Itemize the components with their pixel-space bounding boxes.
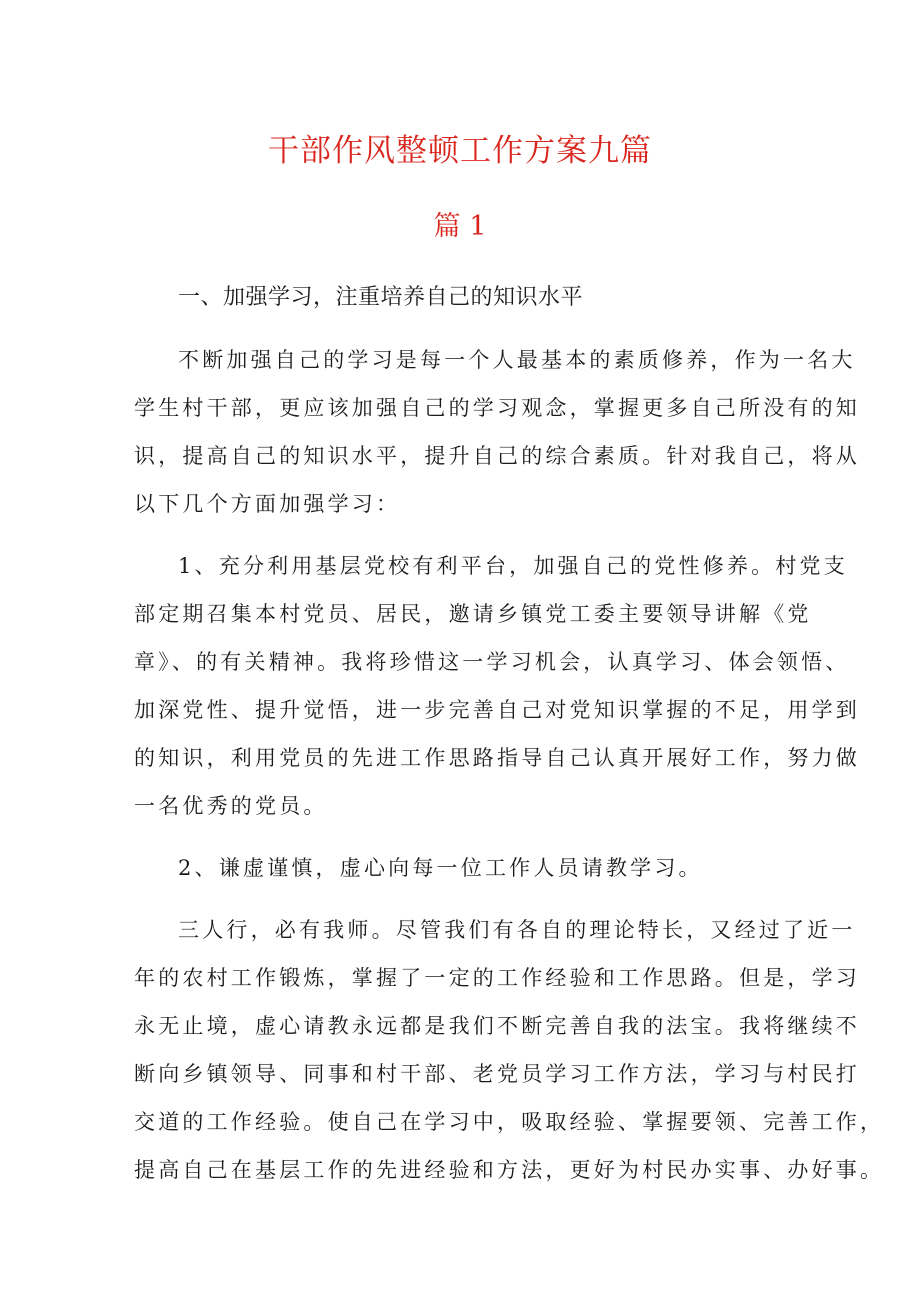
paragraph-line: 学生村干部，更应该加强自己的学习观念，掌握更多自己所没有的知 <box>134 396 860 420</box>
paragraph-line: 三人行，必有我师。尽管我们有各自的理论特长，又经过了近一 <box>178 918 856 942</box>
paragraph-4 <box>134 906 885 1194</box>
paragraph-line: 章》、的有关精神。我将珍惜这一学习机会，认真学习、体会领悟、 <box>134 650 850 674</box>
paragraph-line: 不断加强自己的学习是每一个人最基本的素质修养，作为一名大 <box>178 348 856 372</box>
paragraph-line: 部定期召集本村党员、居民，邀请乡镇党工委主要领导讲解《党 <box>134 602 812 626</box>
paragraph-line: 交道的工作经验。使自己在学习中，吸取经验、掌握要领、完善工作， <box>134 1110 885 1134</box>
paragraph-line: 断向乡镇领导、同事和村干部、老党员学习工作方法，学习与村民打 <box>134 1062 860 1086</box>
document-title: 干部作风整顿工作方案九篇 <box>268 133 652 169</box>
paragraph-line: 一名优秀的党员。 <box>134 794 328 818</box>
document-body <box>134 274 885 1194</box>
paragraph-1 <box>134 336 860 528</box>
paragraph-line: 1、充分利用基层党校有利平台，加强自己的党性修养。村党支 <box>178 554 848 578</box>
paragraph-line: 的知识，利用党员的先进工作思路指导自己认真开展好工作，努力做 <box>134 746 860 770</box>
paragraph-line: 识，提高自己的知识水平，提升自己的综合素质。针对我自己，将从 <box>134 444 860 468</box>
chapter-title: 篇 1 <box>433 211 487 242</box>
paragraph-3 <box>134 844 794 892</box>
paragraph-2 <box>134 542 860 830</box>
paragraph-line: 以下几个方面加强学习： <box>134 492 401 516</box>
paragraph-line: 提高自己在基层工作的先进经验和方法，更好为村民办实事、办好事。 <box>134 1158 885 1182</box>
section-heading: 一、加强学习，注重培养自己的知识水平 <box>178 285 584 310</box>
paragraph-line: 加深党性、提升觉悟，进一步完善自己对党知识掌握的不足，用学到 <box>134 698 860 722</box>
paragraph-line: 年的农村工作锻炼，掌握了一定的工作经验和工作思路。但是，学习 <box>134 966 860 990</box>
paragraph-line: 2、谦虚谨慎，虚心向每一位工作人员请教学习。 <box>178 856 703 880</box>
paragraph-line: 永无止境，虚心请教永远都是我们不断完善自我的法宝。我将继续不 <box>134 1014 860 1038</box>
